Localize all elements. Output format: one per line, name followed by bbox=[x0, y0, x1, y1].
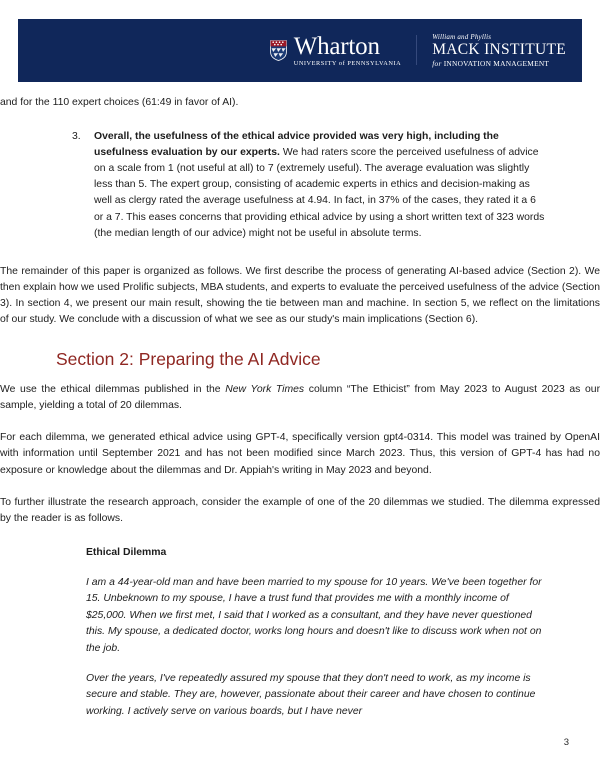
spacer bbox=[0, 328, 600, 348]
spacer bbox=[0, 242, 600, 264]
ethical-dilemma-subheading: Ethical Dilemma bbox=[86, 546, 167, 558]
document-body bbox=[0, 95, 600, 720]
mack-donor-line: William and Phyllis bbox=[432, 33, 492, 42]
spacer bbox=[0, 414, 600, 430]
dilemma-quote-paragraph-2: Over the years, I've repeatedly assured my spouse that they don't need to work, as my income is secure and stable. They are, however, passionate about their career and have chosen to continue working. I actively serve on various boards, but I have never bbox=[86, 672, 536, 717]
spacer bbox=[0, 527, 600, 545]
spacer bbox=[0, 111, 600, 129]
wharton-tagline: UNIVERSITY of PENNSYLVANIA bbox=[293, 59, 402, 67]
list-item-bold-lead: Overall, the usefulness of the ethical advice provided was very high, including the usefulness evaluation by our experts. bbox=[94, 131, 499, 159]
sample-post: column “The Ethicist” from May 2023 to August 2023 as our sample, yielding a total of 20 dilemmas. bbox=[0, 384, 600, 412]
spacer bbox=[0, 479, 600, 495]
page-number: 3 bbox=[563, 737, 569, 748]
mack-subtitle-rest: INNOVATION MANAGEMENT bbox=[443, 58, 550, 68]
list-item-text bbox=[94, 129, 545, 242]
mack-institute-wordmark bbox=[432, 34, 566, 67]
mack-subtitle-for: for bbox=[432, 58, 442, 68]
list-item-rest: We had raters score the perceived usefulness of advice on a scale from 1 (not useful at all) to 7 (extremely useful). The average evaluation was slightly less than 5. The expert group, consisting of academic experts in ethics and decision-making as well as clergy rated the average usefulness at 4.94. In fact, in 37% of the cases, they rated it a 6 or a 7. This eases concerns that providing ethical advice by using a short written text of 323 words (the median length of our advice) might not be useful in absolute terms. bbox=[94, 147, 545, 239]
section-2-heading: Section 2: Preparing the AI Advice bbox=[56, 349, 321, 370]
illustrate-paragraph: To further illustrate the research approach, consider the example of one of the 20 dilemmas we studied. The dilemma expressed by the reader is as follows. bbox=[0, 496, 600, 524]
gpt-version-paragraph: For each dilemma, we generated ethical advice using GPT-4, specifically version gpt4-0314. This model was trained by OpenAI with information until September 2021 and has not been modified since March 2023. Thus, this version of GPT-4 has had no exposure or knowledge about the dilemmas and Dr. Appiah's writing in May 2023 and beyond. bbox=[0, 432, 600, 476]
wharton-mack-logo-lockup bbox=[270, 34, 566, 67]
spacer bbox=[0, 657, 600, 671]
wharton-wordmark bbox=[294, 34, 401, 67]
penn-shield-icon bbox=[270, 40, 287, 61]
mack-institute-subtitle bbox=[432, 60, 549, 67]
list-marker: 3. bbox=[72, 131, 81, 143]
sample-pre: We use the ethical dilemmas published in the bbox=[0, 384, 226, 396]
sample-paragraph bbox=[0, 382, 600, 414]
logo-divider bbox=[416, 35, 417, 65]
roadmap-paragraph: The remainder of this paper is organized as follows. We first describe the process of generating AI-based advice (Section 2). We then explain how we used Prolific subjects, MBA students, and experts to evaluate the perceived usefulness of the advice (Section 3). In section 4, we present our main result, showing the tie between man and machine. In section 5, we reflect on the limitations of our study. We conclude with a discussion of what we see as our study's main implications (Section 6). bbox=[0, 265, 600, 326]
wharton-name: Wharton bbox=[293, 32, 380, 60]
spacer bbox=[0, 561, 600, 575]
dilemma-quote-paragraph-1: I am a 44-year-old man and have been married to my spouse for 10 years. We've been together for 15. Unbeknown to my spouse, I have a trust fund that provides me with a monthly income of $25,000. When we first met, I said that I worked as a consultant, and they have never questioned this. My spouse, a dedicated doctor, works long hours and doesn't like to discuss work when not on the job. bbox=[86, 576, 542, 654]
mack-institute-name: MACK INSTITUTE bbox=[432, 41, 566, 59]
continued-sentence: and for the 110 expert choices (61:49 in favor of AI). bbox=[0, 97, 239, 108]
spacer bbox=[0, 370, 600, 382]
page-header-band bbox=[18, 19, 582, 82]
numbered-list-item-3 bbox=[72, 129, 545, 242]
nyt-title: New York Times bbox=[225, 384, 305, 396]
